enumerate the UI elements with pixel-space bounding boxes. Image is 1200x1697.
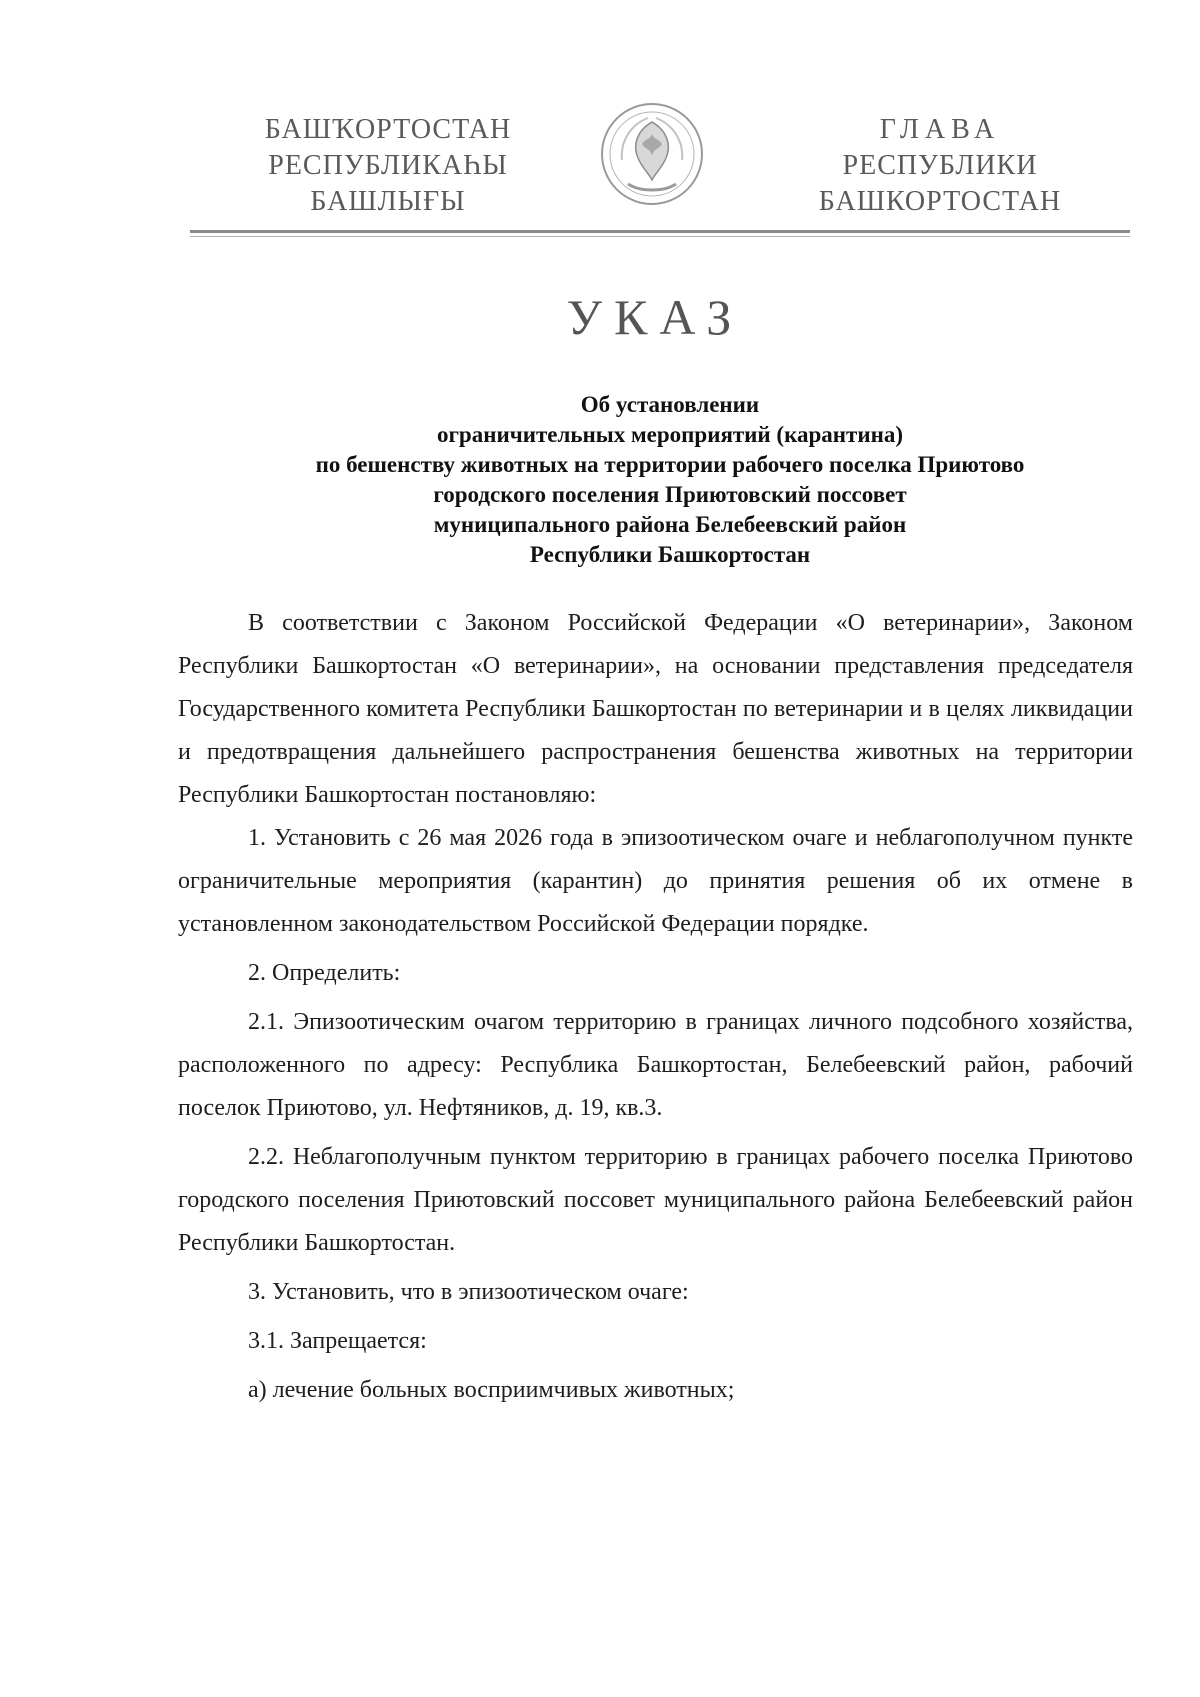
title-line: муниципального района Белебеевский район [433, 512, 907, 537]
item-a-paragraph: а) лечение больных восприимчивых животных; [248, 1377, 735, 1403]
document-type: УКАЗ [566, 289, 744, 345]
header-left-line: РЕСПУБЛИКАҺЫ [268, 150, 508, 181]
title-line: Республики Башкортостан [529, 542, 811, 567]
document-body [178, 602, 1133, 1412]
header-right-line: ГЛАВА [879, 114, 1001, 145]
header-bashkir-title [228, 112, 548, 220]
item-2-paragraph: 2. Определить: [248, 960, 401, 986]
header-divider [190, 230, 1130, 233]
item-2-1-paragraph: 2.1. Эпизоотическим очагом территорию в границах личного подсобного хозяйства, расположенного по адресу: Республика Башкортостан, Белебеевский район, рабочий поселок Приютово, ул. Нефтяников, д. 19, кв.3. [178, 1009, 1133, 1121]
title-line: городского поселения Приютовский поссовет [433, 482, 907, 507]
header-right-line: РЕСПУБЛИКИ [842, 150, 1038, 181]
coat-of-arms-icon [598, 100, 706, 208]
title-line: ограничительных мероприятий (карантина) [436, 422, 904, 447]
header-right-line: БАШКОРТОСТАН [818, 186, 1062, 217]
item-3-1-paragraph: 3.1. Запрещается: [248, 1328, 427, 1354]
preamble-paragraph: В соответствии с Законом Российской Федерации «О ветеринарии», Законом Республики Башкортостан «О ветеринарии», на основании представления председателя Государственного комитета Республики Башкортостан по ветеринарии и в целях ликвидации и предотвращения дальнейшего распространения бешенства животных на территории Республики Башкортостан постановляю: [178, 610, 1133, 808]
letterhead [0, 0, 1200, 240]
item-1-paragraph: 1. Установить с 26 мая 2026 года в эпизоотическом очаге и неблагополучном пункте ограничительные мероприятия (карантин) до принятия решения об их отмене в установленном законодательством Российской Федерации порядке. [178, 825, 1133, 937]
header-divider-thin [190, 236, 1130, 237]
header-russian-title [780, 112, 1100, 220]
item-3-paragraph: 3. Установить, что в эпизоотическом очаге: [248, 1279, 689, 1305]
title-line: по бешенству животных на территории рабочего поселка Приютово [315, 452, 1025, 477]
title-line: Об установлении [580, 392, 760, 417]
header-left-line: БАШЛЫҒЫ [310, 186, 466, 217]
document-title [200, 390, 1140, 570]
item-2-2-paragraph: 2.2. Неблагополучным пунктом территорию в границах рабочего поселка Приютово городского поселения Приютовский поссовет муниципального района Белебеевский район Республики Башкортостан. [178, 1144, 1133, 1256]
header-left-line: БАШҠОРТОСТАН [264, 114, 512, 145]
